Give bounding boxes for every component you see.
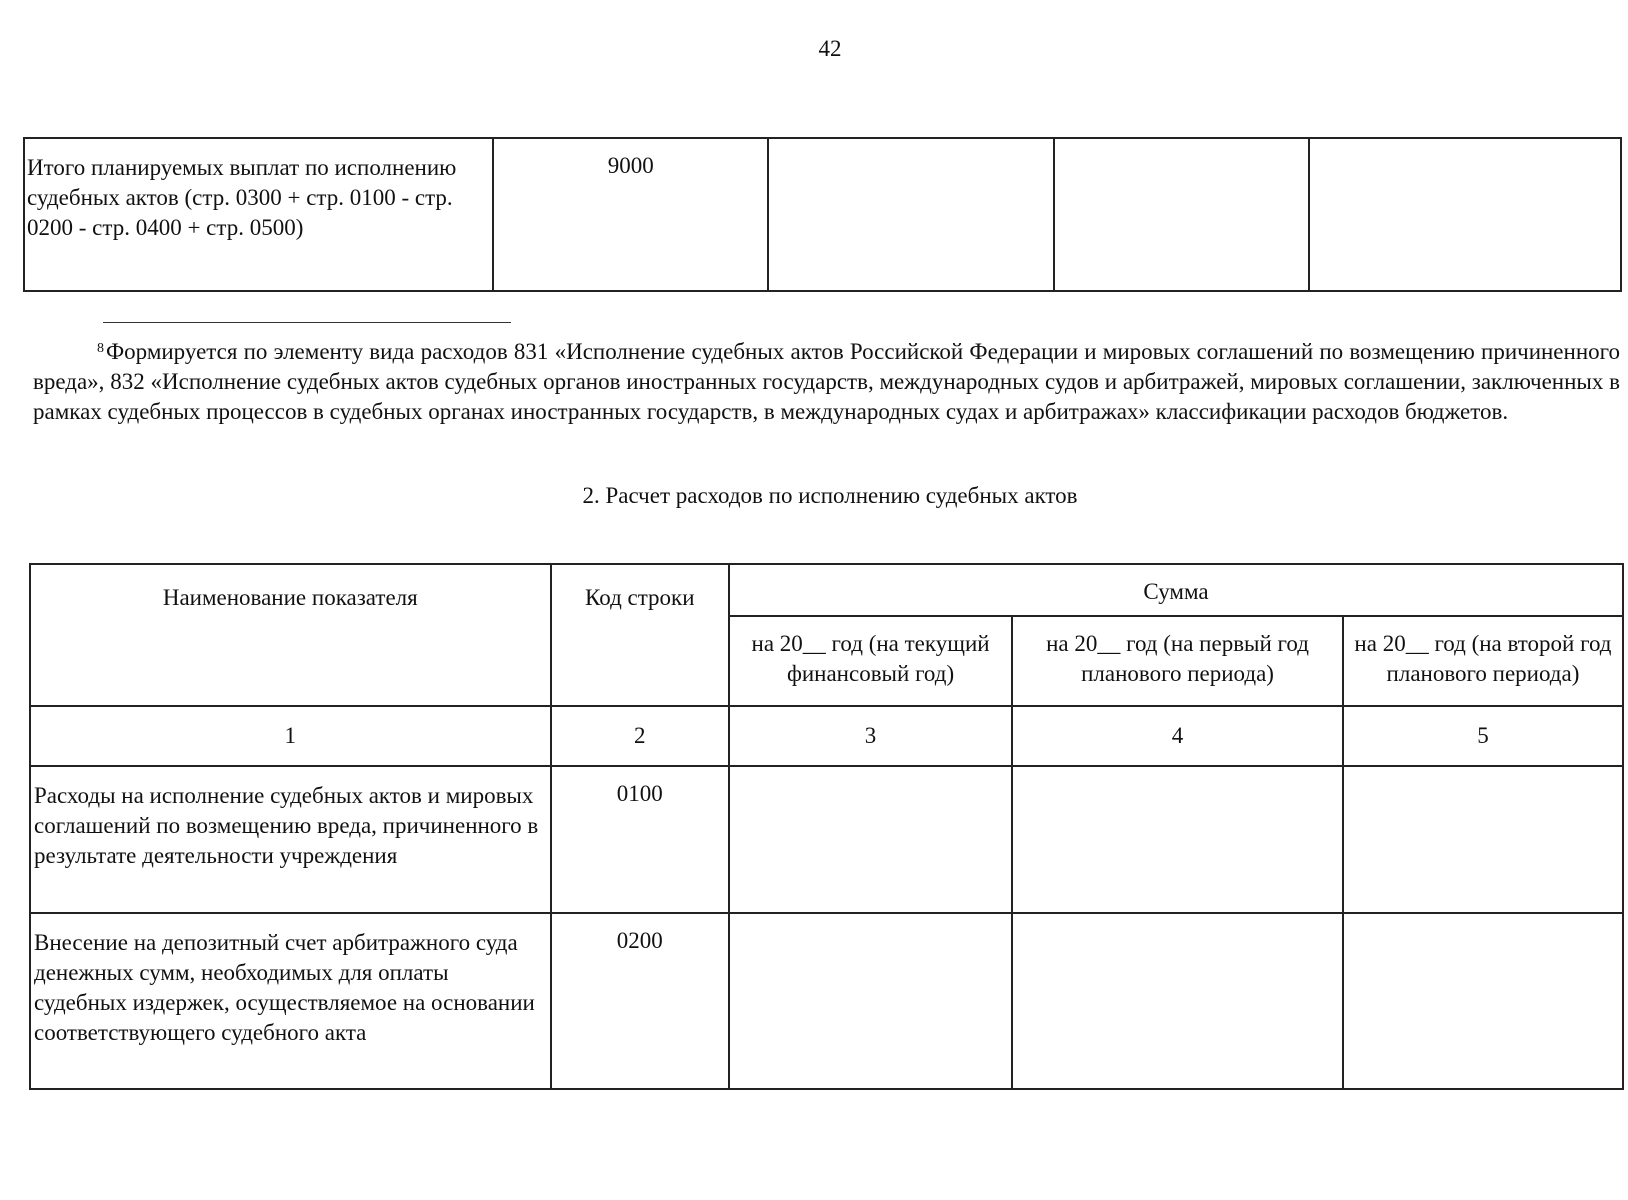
value-cell [1343,913,1623,1089]
total-payments-table [23,137,1622,292]
value-cell [729,913,1012,1089]
column-header-name: Наименование показателя [30,564,551,706]
column-header-first-plan-year: на 20__ год (на первый год планового периода) [1012,616,1343,706]
table-row [24,138,1621,291]
value-cell [1309,138,1621,291]
table-row [30,766,1623,913]
column-header-current-year: на 20__ год (на текущий финансовый год) [729,616,1012,706]
row-code-cell: 0200 [551,913,729,1089]
header-row [30,564,1623,616]
footnote-text: Формируется по элементу вида расходов 831 «Исполнение судебных актов Российской Федерации и мировых соглашений по возмещению причиненного вреда», 832 «Исполнение судебных актов судебных органов иностранных государств, международных судов и арбитражей, мировых соглашении, заключенных в рамках судебных процессов в судебных органах иностранных государств, в международных судах и арбитражах» классификации расходов бюджетов. [33,339,1620,424]
footnote-separator [103,322,511,323]
row-name-cell: Итого планируемых выплат по исполнению судебных актов (стр. 0300 + стр. 0100 - стр. 0200 - стр. 0400 + стр. 0500) [24,138,493,291]
value-cell [1012,766,1343,913]
row-code-cell: 9000 [493,138,768,291]
page-number: 42 [818,36,842,61]
court-acts-expenses-table [29,563,1624,1090]
column-number: 4 [1012,706,1343,766]
column-number: 5 [1343,706,1623,766]
column-number: 3 [729,706,1012,766]
footnote [33,334,1620,427]
value-cell [1343,766,1623,913]
footnote-marker: 8 [97,341,104,356]
row-name-cell: Расходы на исполнение судебных актов и мировых соглашений по возмещению вреда, причиненного в результате деятельности учреждения [30,766,551,913]
column-number: 2 [551,706,729,766]
value-cell [1054,138,1309,291]
column-header-code: Код строки [551,564,729,706]
value-cell [768,138,1054,291]
section-title: 2. Расчет расходов по исполнению судебных актов [582,483,1078,508]
value-cell [1012,913,1343,1089]
column-header-sum: Сумма [729,564,1623,616]
row-code-cell: 0100 [551,766,729,913]
column-numbers-row [30,706,1623,766]
value-cell [729,766,1012,913]
column-header-second-plan-year: на 20__ год (на второй год планового периода) [1343,616,1623,706]
row-name-cell: Внесение на депозитный счет арбитражного суда денежных сумм, необходимых для оплаты судебных издержек, осуществляемое на основании соответствующего судебного акта [30,913,551,1089]
table-row [30,913,1623,1089]
column-number: 1 [30,706,551,766]
